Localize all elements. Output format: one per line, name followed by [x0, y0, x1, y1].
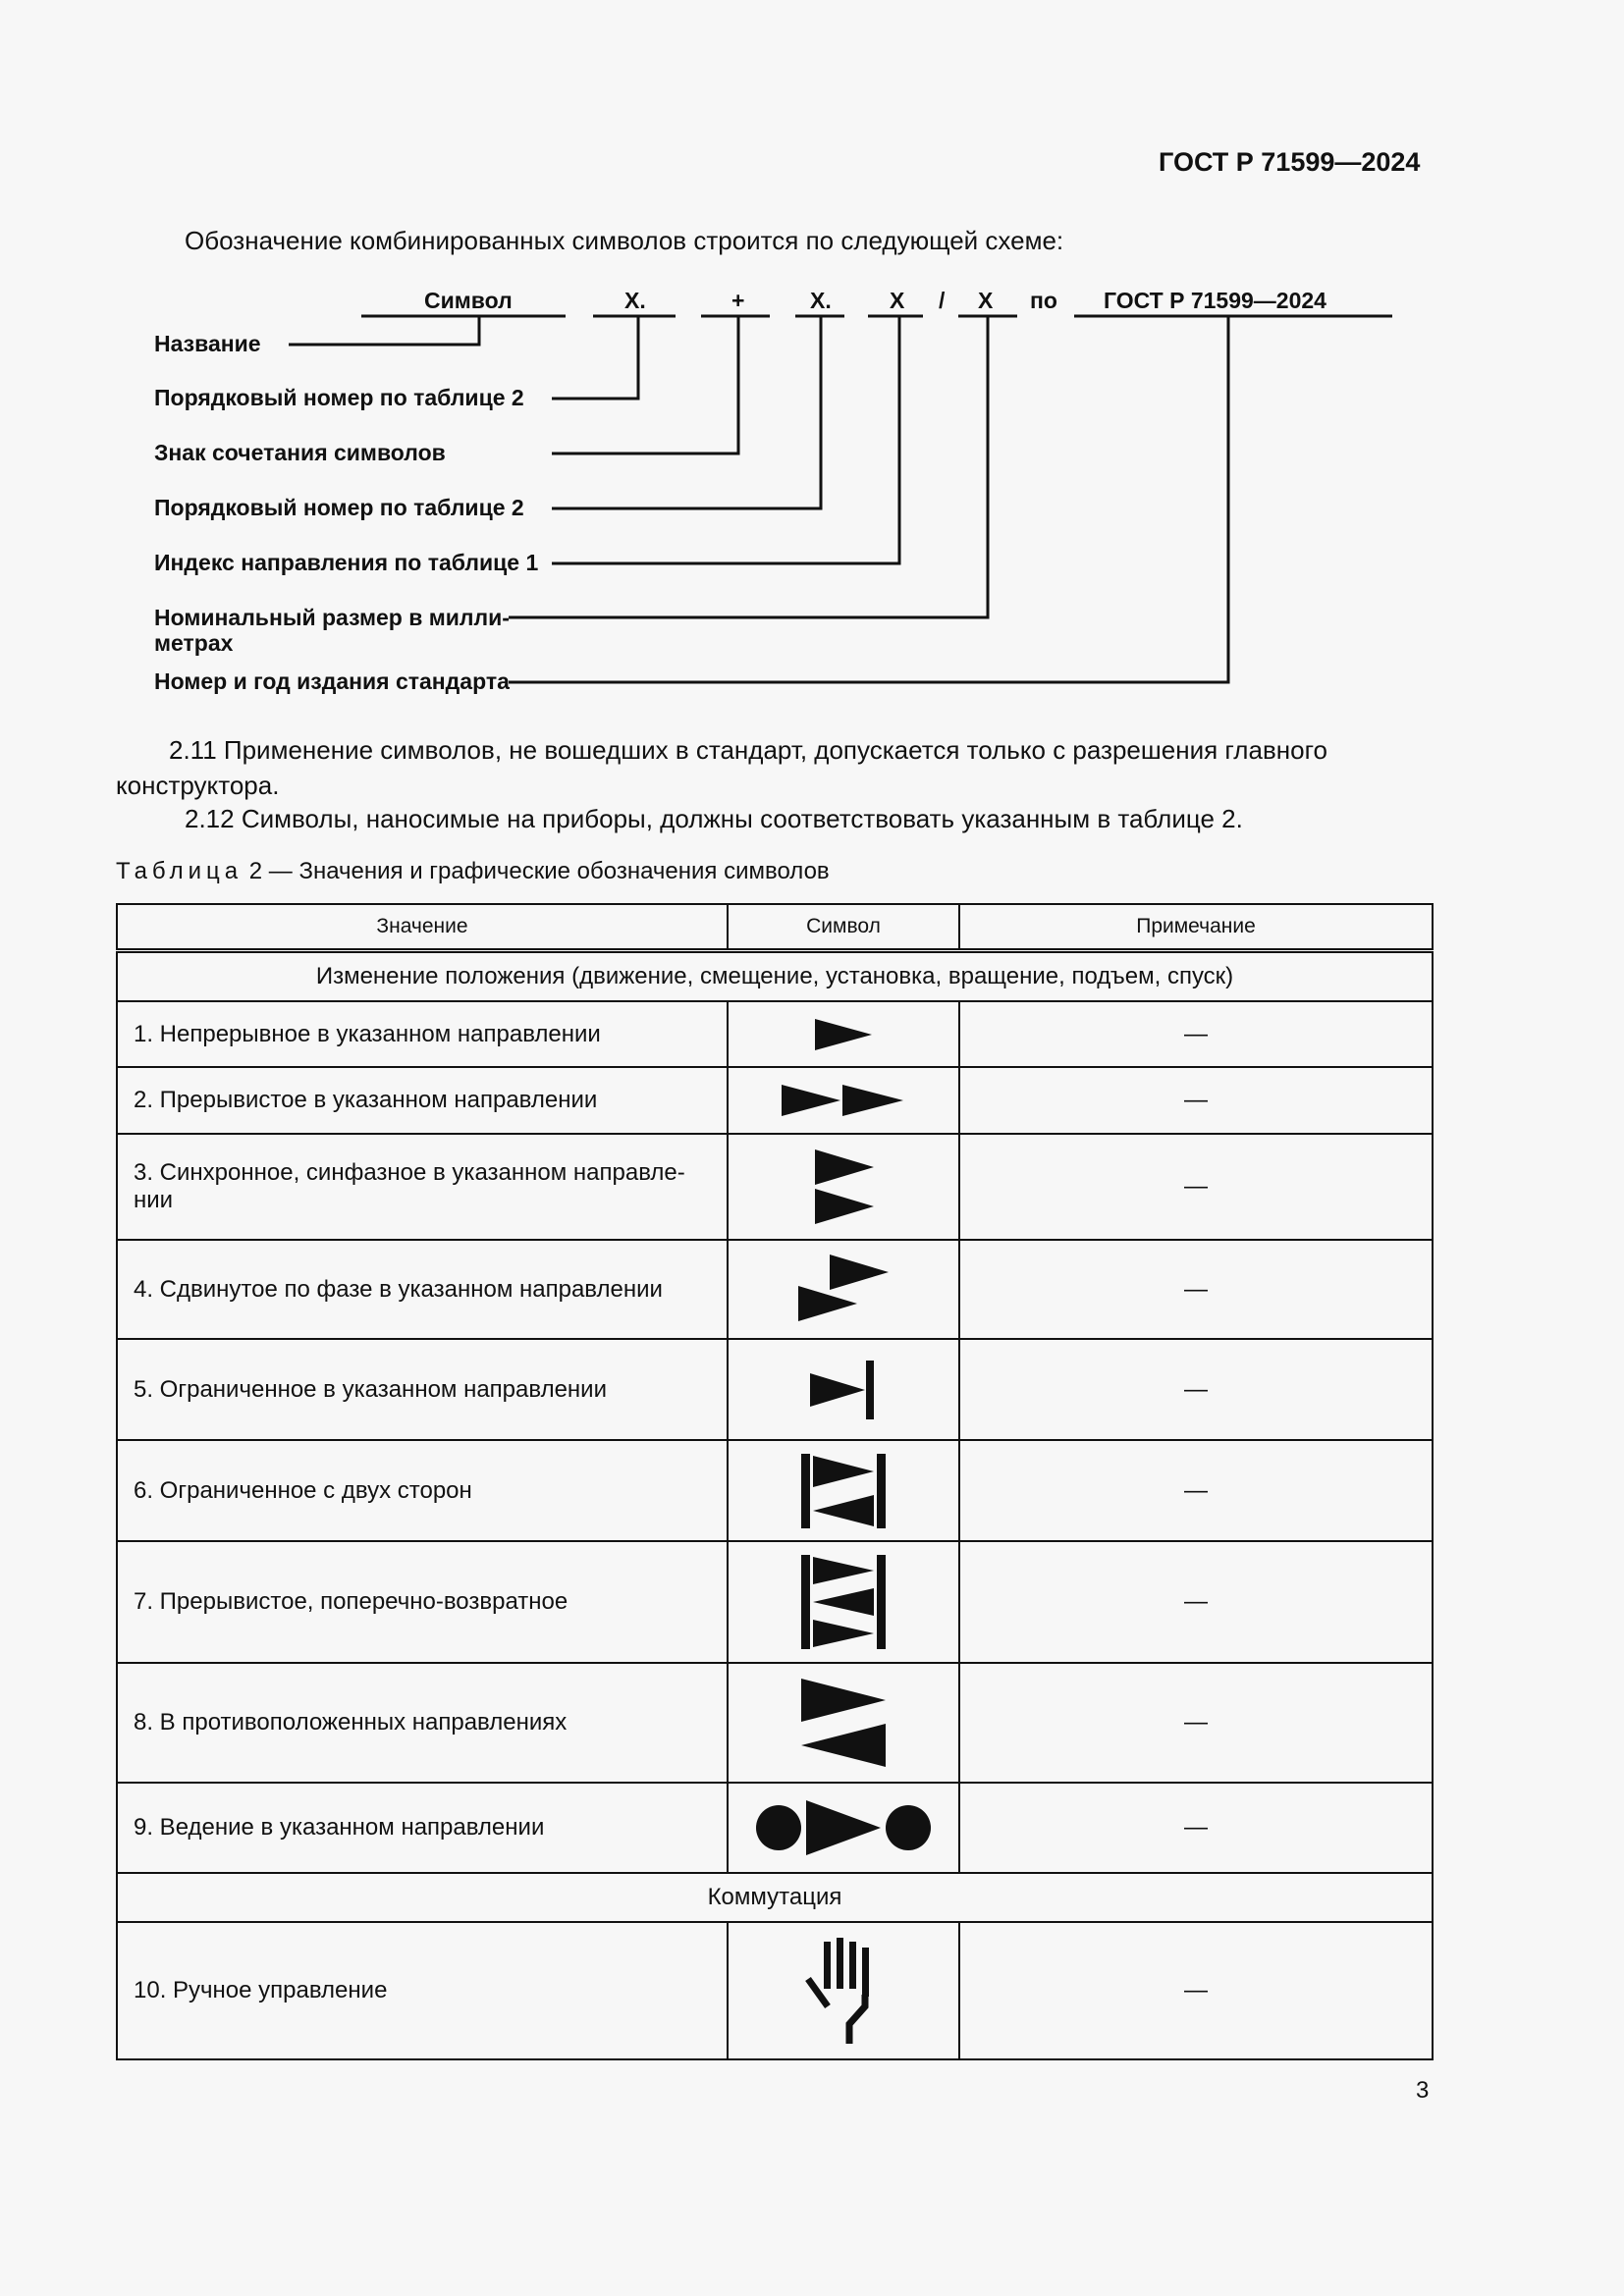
row-symbol	[728, 1783, 959, 1873]
row-note: —	[959, 1663, 1433, 1783]
table-row	[117, 1339, 1433, 1440]
scheme-token-plus: +	[731, 288, 745, 313]
scheme-label-standard-year: Номер и год издания стандарта	[154, 668, 510, 694]
row-value: 9. Ведение в указанном направлении	[117, 1783, 728, 1873]
row-symbol	[728, 1240, 959, 1339]
row-symbol	[728, 1440, 959, 1541]
row-value: 10. Ручное управление	[117, 1922, 728, 2059]
table-caption-word: Таблица	[116, 858, 244, 884]
table-row	[117, 1922, 1433, 2059]
table-section-row	[117, 1873, 1433, 1922]
section-position-change: Изменение положения (движение, смещение, установка, вращение, подъем, спуск)	[117, 951, 1433, 1002]
row-value: 8. В противоположенных направлениях	[117, 1663, 728, 1783]
table-row	[117, 1001, 1433, 1067]
scheme-label-nominal-size-line1: Номинальный размер в милли-	[154, 605, 510, 630]
table-header-row	[117, 904, 1433, 951]
scheme-token-x1: X.	[624, 288, 646, 313]
scheme-label-combination-sign: Знак сочетания символов	[154, 440, 446, 465]
scheme-label-order-number: Порядковый номер по таблице 2	[154, 385, 524, 410]
row-value-line2: нии	[134, 1187, 174, 1213]
scheme-label-direction-index: Индекс направления по таблице 1	[154, 550, 539, 575]
scheme-leader-lines	[0, 0, 1624, 746]
row-value	[117, 1134, 728, 1240]
table-row	[117, 1663, 1433, 1783]
row-symbol	[728, 1001, 959, 1067]
row-symbol	[728, 1663, 959, 1783]
table-row	[117, 1783, 1433, 1873]
scheme-intro-text: Обозначение комбинированных символов строится по следующей схеме:	[185, 226, 1064, 255]
paragraph-2-11-line1: 2.11 Применение символов, не вошедших в стандарт, допускается только с разрешения главного	[169, 735, 1327, 765]
symbols-table	[116, 903, 1434, 2060]
table-caption	[116, 858, 830, 885]
scheme-token-x4: X	[978, 288, 994, 313]
intermittent-reciprocating-icon	[799, 1553, 888, 1651]
section-commutation: Коммутация	[117, 1873, 1433, 1922]
opposite-arrows-icon	[799, 1677, 888, 1769]
row-note: —	[959, 1240, 1433, 1339]
bounded-both-sides-icon	[799, 1452, 888, 1530]
row-value-line1: 3. Синхронное, синфазное в указанном направле-	[134, 1159, 685, 1186]
paragraph-2-12: 2.12 Символы, наносимые на приборы, должны соответствовать указанным в таблице 2.	[185, 804, 1243, 833]
scheme-token-standard: ГОСТ Р 71599—2024	[1104, 288, 1326, 313]
row-value: 6. Ограниченное с двух сторон	[117, 1440, 728, 1541]
row-value: 7. Прерывистое, поперечно-возвратное	[117, 1541, 728, 1663]
row-symbol	[728, 1541, 959, 1663]
scheme-label-nominal-size-line2: метрах	[154, 630, 234, 656]
row-symbol	[728, 1339, 959, 1440]
row-symbol	[728, 1134, 959, 1240]
row-symbol	[728, 1067, 959, 1134]
page-number: 3	[1416, 2077, 1430, 2104]
column-header-symbol: Символ	[728, 904, 959, 951]
row-note: —	[959, 1541, 1433, 1663]
scheme-token-slash: /	[939, 288, 946, 313]
row-note: —	[959, 1922, 1433, 2059]
table-row	[117, 1067, 1433, 1134]
guided-arrow-icon	[755, 1795, 932, 1860]
table-row	[117, 1134, 1433, 1240]
scheme-label-name: Название	[154, 331, 261, 356]
row-symbol	[728, 1922, 959, 2059]
scheme-token-x3: X	[890, 288, 905, 313]
row-note: —	[959, 1134, 1433, 1240]
single-arrow-icon	[809, 1015, 878, 1054]
row-note: —	[959, 1783, 1433, 1873]
table-caption-rest: 2 — Значения и графические обозначения символов	[243, 858, 830, 884]
table-section-row	[117, 951, 1433, 1002]
row-value: 4. Сдвинутое по фазе в указанном направлении	[117, 1240, 728, 1339]
row-note: —	[959, 1001, 1433, 1067]
row-value: 5. Ограниченное в указанном направлении	[117, 1339, 728, 1440]
row-note: —	[959, 1339, 1433, 1440]
scheme-token-po: по	[1030, 288, 1057, 313]
column-header-value: Значение	[117, 904, 728, 951]
standard-code-header: ГОСТ Р 71599—2024	[1159, 147, 1421, 177]
table-row	[117, 1440, 1433, 1541]
table-row	[117, 1240, 1433, 1339]
scheme-token-x2: X.	[810, 288, 832, 313]
arrow-stop-icon	[804, 1358, 883, 1422]
stacked-arrows-icon	[809, 1146, 878, 1228]
column-header-note: Примечание	[959, 904, 1433, 951]
table-row	[117, 1541, 1433, 1663]
row-value: 1. Непрерывное в указанном направлении	[117, 1001, 728, 1067]
paragraph-2-11-line2: конструктора.	[116, 771, 280, 800]
row-note: —	[959, 1440, 1433, 1541]
double-arrow-icon	[780, 1081, 907, 1120]
offset-arrows-icon	[794, 1251, 893, 1329]
hand-control-icon	[804, 1936, 883, 2046]
scheme-token-symbol: Символ	[424, 288, 513, 313]
row-note: —	[959, 1067, 1433, 1134]
scheme-label-order-number-2: Порядковый номер по таблице 2	[154, 495, 524, 520]
row-value: 2. Прерывистое в указанном направлении	[117, 1067, 728, 1134]
